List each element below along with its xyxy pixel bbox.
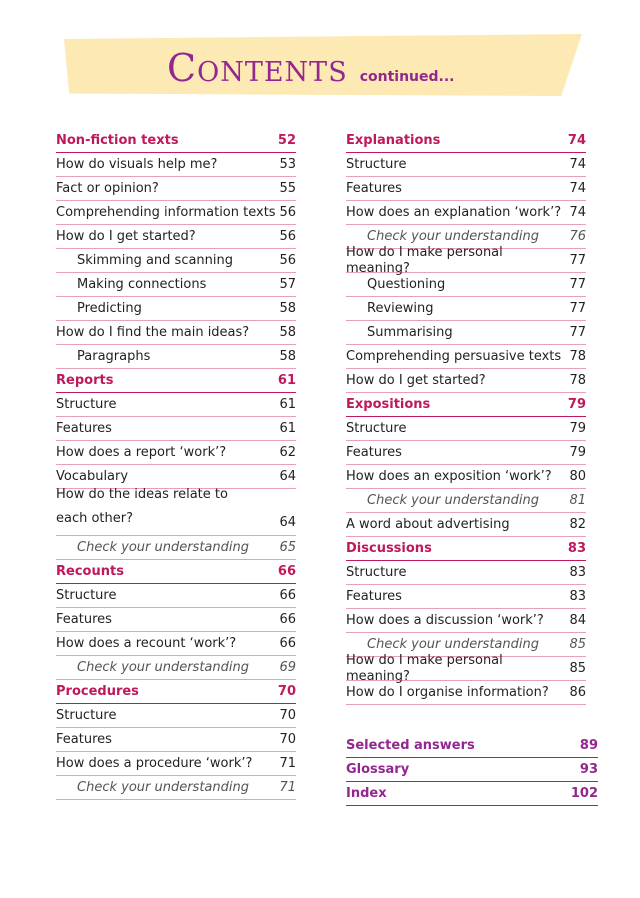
toc-entry <box>56 704 296 728</box>
toc-entry <box>56 393 296 417</box>
toc-entry <box>346 609 586 633</box>
toc-entry-label: Check your understanding <box>77 779 249 795</box>
toc-entry <box>346 513 586 537</box>
page-subtitle: continued... <box>359 69 455 85</box>
toc-entry-label: Check your understanding <box>367 492 539 508</box>
toc-page-number: 85 <box>569 636 586 652</box>
toc-entry-label: Structure <box>346 564 407 580</box>
toc-page-number: 80 <box>569 468 586 484</box>
toc-entry <box>56 153 296 177</box>
toc-entry <box>56 489 296 536</box>
toc-page-number: 71 <box>279 779 296 795</box>
page-title: Contents <box>167 46 348 90</box>
toc-page-number: 74 <box>569 204 586 220</box>
toc-entry-label: How do I organise information? <box>346 684 549 700</box>
toc-entry-label: Features <box>56 611 112 627</box>
toc-entry-label: Glossary <box>346 761 410 777</box>
toc-entry-label: How does a recount ‘work’? <box>56 635 237 651</box>
toc-page-number: 85 <box>569 660 586 676</box>
toc-section-heading <box>56 560 296 584</box>
toc-entry <box>56 417 296 441</box>
toc-entry <box>346 273 586 297</box>
toc-entry-label: Discussions <box>346 540 432 556</box>
toc-page-number: 56 <box>279 252 296 268</box>
toc-entry-label: Features <box>346 444 402 460</box>
toc-page-number: 64 <box>279 468 296 484</box>
toc-entry <box>346 244 586 276</box>
toc-page-number: 65 <box>279 539 296 555</box>
toc-entry-label: Features <box>56 420 112 436</box>
toc-entry-label: Summarising <box>367 324 453 340</box>
toc-entry <box>56 752 296 776</box>
toc-entry <box>346 177 586 201</box>
toc-entry-label: How do visuals help me? <box>56 156 218 172</box>
toc-page-number: 71 <box>279 755 296 771</box>
toc-entry <box>346 561 586 585</box>
toc-entry-label: Questioning <box>367 276 446 292</box>
toc-page-number: 61 <box>279 396 296 412</box>
toc-entry-label: Recounts <box>56 563 124 579</box>
toc-page-number: 62 <box>279 444 296 460</box>
toc-page-number: 79 <box>569 420 586 436</box>
toc-entry-label: Structure <box>56 587 117 603</box>
toc-entry <box>346 652 586 684</box>
toc-page-number: 58 <box>279 300 296 316</box>
toc-entry-label: How do the ideas relate to each other? <box>56 487 228 526</box>
contents-column-right <box>346 129 586 705</box>
toc-entry <box>56 321 296 345</box>
toc-entry-label: Reports <box>56 372 114 388</box>
toc-entry-label: Vocabulary <box>56 468 129 484</box>
toc-page-number: 81 <box>569 492 586 508</box>
page-header <box>167 44 454 92</box>
contents-column-left <box>56 129 296 800</box>
toc-entry-label: Check your understanding <box>367 636 539 652</box>
toc-page-number: 64 <box>279 515 296 530</box>
toc-page-number: 69 <box>279 659 296 675</box>
toc-page-number: 52 <box>277 132 296 148</box>
toc-entry <box>56 249 296 273</box>
toc-page-number: 55 <box>279 180 296 196</box>
toc-entry <box>56 776 296 800</box>
toc-section-heading <box>56 369 296 393</box>
toc-page-number: 74 <box>569 156 586 172</box>
toc-entry-label: How do I find the main ideas? <box>56 324 250 340</box>
toc-page-number: 66 <box>279 587 296 603</box>
toc-page-number: 79 <box>569 444 586 460</box>
toc-page-number: 58 <box>279 324 296 340</box>
toc-entry <box>56 225 296 249</box>
toc-section-heading <box>346 393 586 417</box>
toc-entry-label: Reviewing <box>367 300 434 316</box>
toc-entry-label: How do I make personal meaning? <box>346 652 503 684</box>
toc-section-heading <box>346 782 598 806</box>
toc-page-number: 66 <box>277 563 296 579</box>
back-matter-list <box>346 734 598 806</box>
toc-entry <box>346 321 586 345</box>
toc-entry-label: Expositions <box>346 396 431 412</box>
toc-entry <box>56 536 296 560</box>
toc-entry <box>346 489 586 513</box>
toc-entry-label: Structure <box>56 396 117 412</box>
toc-page-number: 79 <box>567 396 586 412</box>
toc-entry <box>346 585 586 609</box>
toc-page-number: 77 <box>569 276 586 292</box>
toc-entry-label: Features <box>56 731 112 747</box>
toc-page-number: 86 <box>569 684 586 700</box>
toc-page-number: 83 <box>569 564 586 580</box>
toc-page-number: 83 <box>569 588 586 604</box>
toc-page-number: 66 <box>279 635 296 651</box>
toc-section-heading <box>346 734 598 758</box>
toc-entry <box>346 369 586 393</box>
toc-entry-label: How do I get started? <box>56 228 196 244</box>
toc-page-number: 61 <box>277 372 296 388</box>
toc-entry <box>56 273 296 297</box>
toc-entry <box>56 608 296 632</box>
toc-entry <box>56 656 296 680</box>
toc-entry-label: How does an exposition ‘work’? <box>346 468 552 484</box>
toc-entry-label: Explanations <box>346 132 441 148</box>
toc-section-heading <box>346 537 586 561</box>
toc-section-heading <box>346 129 586 153</box>
toc-page-number: 83 <box>567 540 586 556</box>
toc-page-number: 57 <box>279 276 296 292</box>
toc-entry-label: How do I make personal meaning? <box>346 244 503 276</box>
toc-entry-label: Check your understanding <box>77 659 249 675</box>
toc-page-number: 70 <box>277 683 296 699</box>
toc-entry <box>346 297 586 321</box>
toc-entry-label: Paragraphs <box>77 348 151 364</box>
toc-entry-label: Index <box>346 785 387 801</box>
toc-section-heading <box>346 758 598 782</box>
toc-entry <box>346 465 586 489</box>
toc-section-heading <box>56 129 296 153</box>
toc-entry <box>56 584 296 608</box>
toc-page-number: 58 <box>279 348 296 364</box>
toc-entry <box>346 441 586 465</box>
toc-entry-label: Non-fiction texts <box>56 132 179 148</box>
toc-page-number: 61 <box>279 420 296 436</box>
toc-entry-label: Comprehending persuasive texts <box>346 348 562 364</box>
toc-entry-label: How does an explanation ‘work’? <box>346 204 562 220</box>
toc-page-number: 74 <box>569 180 586 196</box>
toc-entry-label: How does a report ‘work’? <box>56 444 227 460</box>
toc-entry-label: Structure <box>346 420 407 436</box>
toc-entry <box>346 417 586 441</box>
toc-entry-label: How does a discussion ‘work’? <box>346 612 544 628</box>
toc-page-number: 77 <box>569 300 586 316</box>
toc-entry-label: Comprehending information texts <box>56 204 276 220</box>
toc-entry <box>56 632 296 656</box>
toc-page-number: 70 <box>279 707 296 723</box>
toc-entry <box>56 297 296 321</box>
toc-page-number: 53 <box>279 156 296 172</box>
toc-entry-label: Features <box>346 180 402 196</box>
toc-page-number: 77 <box>569 252 586 268</box>
toc-entry-label: Features <box>346 588 402 604</box>
toc-page-number: 82 <box>569 516 586 532</box>
toc-entry-label: How does a procedure ‘work’? <box>56 755 253 771</box>
toc-entry <box>346 153 586 177</box>
toc-entry <box>346 201 586 225</box>
toc-page-number: 78 <box>569 372 586 388</box>
toc-entry-label: Selected answers <box>346 737 475 753</box>
toc-entry-label: Check your understanding <box>77 539 249 555</box>
toc-entry <box>56 201 296 225</box>
toc-entry-label: Procedures <box>56 683 139 699</box>
toc-entry-label: Skimming and scanning <box>77 252 234 268</box>
toc-page-number: 77 <box>569 324 586 340</box>
toc-entry <box>56 441 296 465</box>
toc-page-number: 76 <box>569 228 586 244</box>
toc-section-heading <box>56 680 296 704</box>
toc-entry-label: A word about advertising <box>346 516 510 532</box>
toc-entry-label: How do I get started? <box>346 372 486 388</box>
toc-entry <box>346 681 586 705</box>
toc-page-number: 56 <box>279 228 296 244</box>
toc-page-number: 102 <box>570 785 598 801</box>
toc-page-number: 78 <box>569 348 586 364</box>
toc-page-number: 93 <box>579 761 598 777</box>
toc-entry-label: Check your understanding <box>367 228 539 244</box>
toc-entry-label: Structure <box>56 707 117 723</box>
toc-page-number: 74 <box>567 132 586 148</box>
toc-entry <box>346 345 586 369</box>
toc-entry <box>56 345 296 369</box>
toc-page-number: 84 <box>569 612 586 628</box>
toc-entry-label: Structure <box>346 156 407 172</box>
toc-entry <box>56 177 296 201</box>
toc-entry-label: Predicting <box>77 300 142 316</box>
toc-page-number: 89 <box>579 737 598 753</box>
toc-entry-label: Fact or opinion? <box>56 180 159 196</box>
toc-entry <box>56 728 296 752</box>
toc-page-number: 66 <box>279 611 296 627</box>
toc-page-number: 56 <box>279 204 296 220</box>
toc-entry-label: Making connections <box>77 276 207 292</box>
toc-page-number: 70 <box>279 731 296 747</box>
